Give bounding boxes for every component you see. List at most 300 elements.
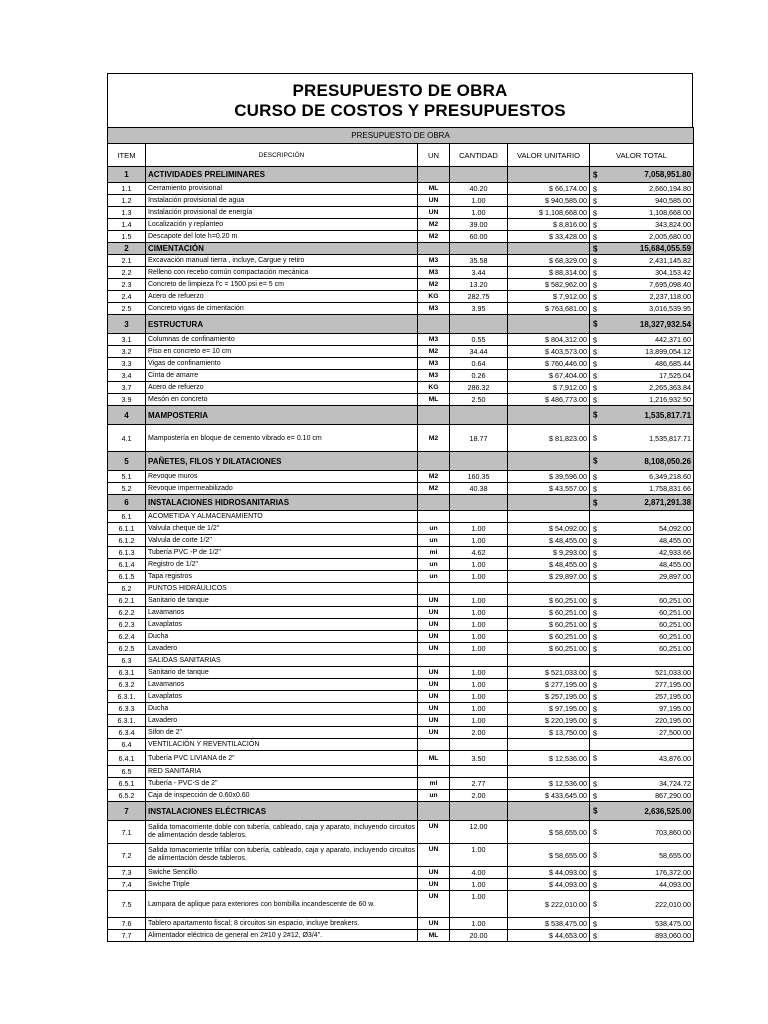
quantity: 12.00 — [450, 821, 508, 844]
unit — [418, 511, 450, 523]
currency-sign: $ — [593, 899, 597, 909]
item-number: 6.1.2 — [108, 535, 146, 547]
unit — [418, 583, 450, 595]
unit: ML — [418, 930, 450, 942]
unit-value: $ 43,557.00 — [508, 483, 590, 495]
total-value: 42,933.66 — [659, 548, 692, 557]
currency-sign: $ — [593, 572, 597, 581]
unit-value: $ 13,750.00 — [508, 727, 590, 739]
total-value-cell — [590, 231, 694, 243]
col-header-unit-value: VALOR UNITARIO — [508, 144, 590, 167]
total-value: 17,525.04 — [659, 371, 692, 380]
unit: ml — [418, 778, 450, 790]
table-row — [108, 918, 694, 930]
description: Caja de inspección de 0.60x0.60 — [146, 790, 418, 802]
item-number: 6.4 — [108, 739, 146, 751]
description: Sifon de 2" — [146, 727, 418, 739]
unit-value: $ 1,108,668.00 — [508, 207, 590, 219]
unit-value: $ 8,816.00 — [508, 219, 590, 231]
total-value: 18,327,932.54 — [639, 319, 692, 329]
total-value: 6,349,218.60 — [649, 472, 692, 481]
quantity: 1.00 — [450, 679, 508, 691]
table-row — [108, 219, 694, 231]
unit-value: $ 88,314.00 — [508, 267, 590, 279]
quantity: 18.77 — [450, 425, 508, 452]
total-value: 29,897.00 — [659, 572, 692, 581]
unit: UN — [418, 821, 450, 844]
currency-sign: $ — [593, 208, 597, 217]
description: Revoque muros — [146, 471, 418, 483]
description: Concreto de limpieza f'c = 1500 psi e= 5 cm — [146, 279, 418, 291]
unit — [418, 802, 450, 821]
table-row — [108, 547, 694, 559]
total-value: 8,108,050.26 — [644, 456, 692, 466]
currency-sign: $ — [593, 548, 597, 557]
item-number: 1.2 — [108, 195, 146, 207]
unit: M3 — [418, 370, 450, 382]
description: Localización y replanteo — [146, 219, 418, 231]
item-number: 5.2 — [108, 483, 146, 495]
table-row — [108, 394, 694, 406]
description: Swiche Sencillo — [146, 867, 418, 879]
total-value-cell — [590, 643, 694, 655]
table-row — [108, 844, 694, 867]
item-number: 6.1.3 — [108, 547, 146, 559]
description: Cerramiento provisional — [146, 183, 418, 195]
total-value: 2,871,291.38 — [644, 498, 692, 507]
item-number: 5.1 — [108, 471, 146, 483]
item-number: 6 — [108, 495, 146, 511]
table-row — [108, 867, 694, 879]
unit — [418, 315, 450, 334]
table-row — [108, 370, 694, 382]
col-header-total-value: VALOR TOTAL — [590, 144, 694, 167]
table-row — [108, 879, 694, 891]
quantity: 3.95 — [450, 303, 508, 315]
description: RED SANITARIA — [146, 766, 418, 778]
currency-sign: $ — [593, 371, 597, 380]
description: INSTALACIONES HIDROSANITARIAS — [146, 495, 418, 511]
currency-sign: $ — [593, 410, 598, 420]
section-row — [108, 167, 694, 183]
total-value: 34,724.72 — [659, 779, 692, 788]
unit-value: $ 68,329.00 — [508, 255, 590, 267]
quantity: 0.55 — [450, 334, 508, 346]
description: Concreto vigas de cimentación — [146, 303, 418, 315]
description: Descapote del lote h=0.20 m — [146, 231, 418, 243]
table-row — [108, 595, 694, 607]
quantity: 2.00 — [450, 790, 508, 802]
total-value: 15,684,055.59 — [639, 244, 692, 253]
subsection-row — [108, 739, 694, 751]
quantity — [450, 511, 508, 523]
total-value: 867,290.00 — [655, 791, 692, 800]
unit: un — [418, 571, 450, 583]
unit: UN — [418, 667, 450, 679]
item-number: 1.4 — [108, 219, 146, 231]
description: Lavaplatos — [146, 691, 418, 703]
item-number: 6.2.5 — [108, 643, 146, 655]
quantity: 286.32 — [450, 382, 508, 394]
currency-sign: $ — [593, 931, 597, 940]
total-value-cell — [590, 394, 694, 406]
total-value: 343,824.00 — [655, 220, 692, 229]
total-value-cell — [590, 207, 694, 219]
currency-sign: $ — [593, 919, 597, 928]
unit-value — [508, 739, 590, 751]
description: ACTIVIDADES PRELIMINARES — [146, 167, 418, 183]
table-row — [108, 703, 694, 715]
table-row — [108, 778, 694, 790]
total-value: 940,585.00 — [655, 196, 692, 205]
unit: ML — [418, 751, 450, 766]
quantity: 1.00 — [450, 595, 508, 607]
total-value: 58,655.00 — [659, 850, 692, 860]
total-value-cell — [590, 619, 694, 631]
quantity: 1.00 — [450, 667, 508, 679]
table-row — [108, 571, 694, 583]
total-value-cell — [590, 867, 694, 879]
description: Mampostería en bloque de cemento vibrado e= 0.10 cm — [146, 425, 418, 452]
currency-sign: $ — [593, 620, 597, 629]
total-value: 2,636,525.00 — [644, 806, 692, 816]
total-value: 54,092.00 — [659, 524, 692, 533]
quantity: 1.00 — [450, 607, 508, 619]
unit: UN — [418, 679, 450, 691]
description: Lavamanos — [146, 679, 418, 691]
quantity: 40.20 — [450, 183, 508, 195]
description: Cinta de amarre — [146, 370, 418, 382]
unit-value — [508, 802, 590, 821]
description: Revoque impermeabilizado — [146, 483, 418, 495]
item-number: 7.5 — [108, 891, 146, 918]
quantity — [450, 315, 508, 334]
section-row — [108, 495, 694, 511]
total-value-cell — [590, 511, 694, 523]
total-value: 1,216,932.50 — [649, 395, 692, 404]
currency-sign: $ — [593, 220, 597, 229]
col-header-item: ITEM — [108, 144, 146, 167]
quantity — [450, 583, 508, 595]
table-row — [108, 667, 694, 679]
item-number: 7.2 — [108, 844, 146, 867]
description: Registro de 1/2" — [146, 559, 418, 571]
quantity: 2.00 — [450, 727, 508, 739]
quantity: 1.00 — [450, 559, 508, 571]
table-row — [108, 425, 694, 452]
unit: M2 — [418, 219, 450, 231]
total-value: 3,016,539.95 — [649, 304, 692, 313]
currency-sign: $ — [593, 791, 597, 800]
item-number: 6.3.1. — [108, 715, 146, 727]
total-value-cell — [590, 703, 694, 715]
unit-value: $ 433,645.00 — [508, 790, 590, 802]
quantity: 1.00 — [450, 631, 508, 643]
total-value: 7,058,951.80 — [644, 170, 692, 179]
table-row — [108, 346, 694, 358]
item-number: 7 — [108, 802, 146, 821]
unit-value: $ 44,093.00 — [508, 867, 590, 879]
item-number: 6.2.4 — [108, 631, 146, 643]
total-value-cell — [590, 727, 694, 739]
unit — [418, 495, 450, 511]
unit-value: $ 277,195.00 — [508, 679, 590, 691]
unit: M2 — [418, 279, 450, 291]
unit: UN — [418, 891, 450, 918]
table-row — [108, 483, 694, 495]
quantity: 1.00 — [450, 879, 508, 891]
table-row — [108, 619, 694, 631]
currency-sign: $ — [593, 433, 597, 443]
description: Sanitario de tanque — [146, 667, 418, 679]
total-value-cell — [590, 291, 694, 303]
currency-sign: $ — [593, 560, 597, 569]
document-subtitle: CURSO DE COSTOS Y PRESUPUESTOS — [234, 101, 566, 120]
total-value-cell — [590, 219, 694, 231]
table-row — [108, 195, 694, 207]
unit-value: $ 804,312.00 — [508, 334, 590, 346]
quantity: 1.00 — [450, 535, 508, 547]
description: Excavación manual tierra , incluye, Cargue y retiro — [146, 255, 418, 267]
quantity: 2.50 — [450, 394, 508, 406]
unit: M2 — [418, 425, 450, 452]
item-number: 3.3 — [108, 358, 146, 370]
description: SALIDAS SANITARIAS — [146, 655, 418, 667]
description: Valvula de corte 1/2" — [146, 535, 418, 547]
quantity: 160.35 — [450, 471, 508, 483]
unit-value: $ 760,446.00 — [508, 358, 590, 370]
total-value: 60,251.00 — [659, 596, 692, 605]
total-value-cell — [590, 255, 694, 267]
quantity: 4.00 — [450, 867, 508, 879]
total-value: 442,371.60 — [655, 335, 692, 344]
table-row — [108, 930, 694, 942]
item-number: 2 — [108, 243, 146, 255]
currency-sign: $ — [593, 359, 597, 368]
unit-value: $ 39,596.00 — [508, 471, 590, 483]
total-value-cell — [590, 183, 694, 195]
total-value-cell — [590, 346, 694, 358]
item-number: 6.2 — [108, 583, 146, 595]
unit-value: $ 66,174.00 — [508, 183, 590, 195]
currency-sign: $ — [593, 292, 597, 301]
unit-value: $ 48,455.00 — [508, 559, 590, 571]
total-value: 222,010.00 — [655, 899, 692, 909]
currency-sign: $ — [593, 472, 597, 481]
col-header-unit: UN — [418, 144, 450, 167]
banner-label: PRESUPUESTO DE OBRA — [108, 128, 694, 144]
total-value: 1,535,817.71 — [649, 433, 692, 443]
unit: M3 — [418, 255, 450, 267]
table-row — [108, 471, 694, 483]
currency-sign: $ — [593, 304, 597, 313]
unit-value — [508, 452, 590, 471]
total-value-cell — [590, 631, 694, 643]
item-number: 1 — [108, 167, 146, 183]
total-value: 2,237,118.00 — [649, 292, 692, 301]
unit-value: $ 9,293.00 — [508, 547, 590, 559]
section-total — [590, 167, 694, 183]
table-row — [108, 358, 694, 370]
section-total — [590, 406, 694, 425]
quantity: 2.77 — [450, 778, 508, 790]
unit-value — [508, 495, 590, 511]
description: Vigas de confinamiento — [146, 358, 418, 370]
unit-value: $ 538,475.00 — [508, 918, 590, 930]
currency-sign: $ — [593, 319, 598, 329]
table-row — [108, 821, 694, 844]
total-value: 277,195.00 — [655, 680, 692, 689]
total-value: 44,093.00 — [659, 880, 692, 889]
item-number: 6.1 — [108, 511, 146, 523]
item-number: 7.7 — [108, 930, 146, 942]
total-value: 538,475.00 — [655, 919, 692, 928]
description: Mesón en concreto — [146, 394, 418, 406]
table-row — [108, 751, 694, 766]
description: Lavamanos — [146, 607, 418, 619]
total-value: 13,899,054.12 — [645, 347, 692, 356]
currency-sign: $ — [593, 196, 597, 205]
quantity: 20.00 — [450, 930, 508, 942]
item-number: 6.3.3 — [108, 703, 146, 715]
currency-sign: $ — [593, 704, 597, 713]
table-row — [108, 255, 694, 267]
quantity — [450, 739, 508, 751]
total-value-cell — [590, 358, 694, 370]
table-row — [108, 183, 694, 195]
section-row — [108, 406, 694, 425]
item-number: 6.3.1. — [108, 691, 146, 703]
unit-value: $ 7,912.00 — [508, 291, 590, 303]
quantity: 3.50 — [450, 751, 508, 766]
unit: KG — [418, 382, 450, 394]
total-value: 1,758,831.66 — [649, 484, 692, 493]
description: Lampara de aplique para exteriores con bombilla incandescente de 60 w. — [146, 891, 418, 918]
currency-sign: $ — [593, 680, 597, 689]
total-value-cell — [590, 844, 694, 867]
unit: UN — [418, 643, 450, 655]
item-number: 3 — [108, 315, 146, 334]
unit-value — [508, 655, 590, 667]
unit — [418, 243, 450, 255]
unit-value: $ 58,655.00 — [508, 821, 590, 844]
currency-sign: $ — [593, 536, 597, 545]
subsection-row — [108, 655, 694, 667]
quantity: 39.00 — [450, 219, 508, 231]
unit: M2 — [418, 231, 450, 243]
subsection-row — [108, 583, 694, 595]
unit: M3 — [418, 334, 450, 346]
quantity: 1.00 — [450, 891, 508, 918]
description: PUNTOS HIDRÁULICOS — [146, 583, 418, 595]
table-row — [108, 523, 694, 535]
total-value: 27,500.00 — [659, 728, 692, 737]
item-number: 3.9 — [108, 394, 146, 406]
description: Ducha — [146, 703, 418, 715]
item-number: 1.1 — [108, 183, 146, 195]
currency-sign: $ — [593, 596, 597, 605]
unit-value: $ 60,251.00 — [508, 643, 590, 655]
title-block — [107, 73, 693, 127]
total-value: 703,860.00 — [655, 827, 692, 837]
total-value-cell — [590, 559, 694, 571]
currency-sign: $ — [593, 806, 598, 816]
total-value-cell — [590, 739, 694, 751]
unit-value: $ 222,010.00 — [508, 891, 590, 918]
total-value-cell — [590, 918, 694, 930]
table-row — [108, 279, 694, 291]
quantity: 1.00 — [450, 918, 508, 930]
total-value-cell — [590, 751, 694, 766]
currency-sign: $ — [593, 232, 597, 241]
unit-value: $ 257,195.00 — [508, 691, 590, 703]
unit-value: $ 60,251.00 — [508, 631, 590, 643]
total-value-cell — [590, 821, 694, 844]
unit: UN — [418, 918, 450, 930]
total-value-cell — [590, 523, 694, 535]
table-row — [108, 631, 694, 643]
total-value: 486,685.44 — [655, 359, 692, 368]
description: Alimentador eléctrico de general en 2#10 y 2#12, Ø3/4". — [146, 930, 418, 942]
currency-sign: $ — [593, 347, 597, 356]
table-row — [108, 291, 694, 303]
quantity: 13.20 — [450, 279, 508, 291]
currency-sign: $ — [593, 632, 597, 641]
item-number: 3.7 — [108, 382, 146, 394]
total-value: 97,195.00 — [659, 704, 692, 713]
unit-value: $ 44,653.00 — [508, 930, 590, 942]
unit-value: $ 582,962.00 — [508, 279, 590, 291]
description: Tapa registros — [146, 571, 418, 583]
description: Acero de refuerzo — [146, 291, 418, 303]
currency-sign: $ — [593, 184, 597, 193]
unit-value: $ 60,251.00 — [508, 619, 590, 631]
quantity: 4.62 — [450, 547, 508, 559]
col-header-description: DESCRIPCIÓN — [146, 144, 418, 167]
quantity: 1.00 — [450, 195, 508, 207]
description: VENTILACIÓN Y REVENTILACIÓN — [146, 739, 418, 751]
quantity: 35.58 — [450, 255, 508, 267]
quantity — [450, 802, 508, 821]
item-number: 2.5 — [108, 303, 146, 315]
table-row — [108, 535, 694, 547]
section-row — [108, 452, 694, 471]
unit: UN — [418, 691, 450, 703]
section-total — [590, 452, 694, 471]
unit-value: $ 33,428.00 — [508, 231, 590, 243]
unit: un — [418, 535, 450, 547]
quantity: 0.26 — [450, 370, 508, 382]
unit-value: $ 940,585.00 — [508, 195, 590, 207]
currency-sign: $ — [593, 692, 597, 701]
unit: UN — [418, 703, 450, 715]
total-value-cell — [590, 483, 694, 495]
item-number: 6.1.1 — [108, 523, 146, 535]
quantity — [450, 406, 508, 425]
quantity: 3.44 — [450, 267, 508, 279]
total-value-cell — [590, 607, 694, 619]
unit — [418, 739, 450, 751]
total-value-cell — [590, 425, 694, 452]
unit-value: $ 7,912.00 — [508, 382, 590, 394]
item-number: 1.3 — [108, 207, 146, 219]
item-number: 6.5.1 — [108, 778, 146, 790]
total-value: 48,455.00 — [659, 560, 692, 569]
currency-sign: $ — [593, 456, 598, 466]
total-value-cell — [590, 691, 694, 703]
quantity: 40.38 — [450, 483, 508, 495]
unit: un — [418, 559, 450, 571]
